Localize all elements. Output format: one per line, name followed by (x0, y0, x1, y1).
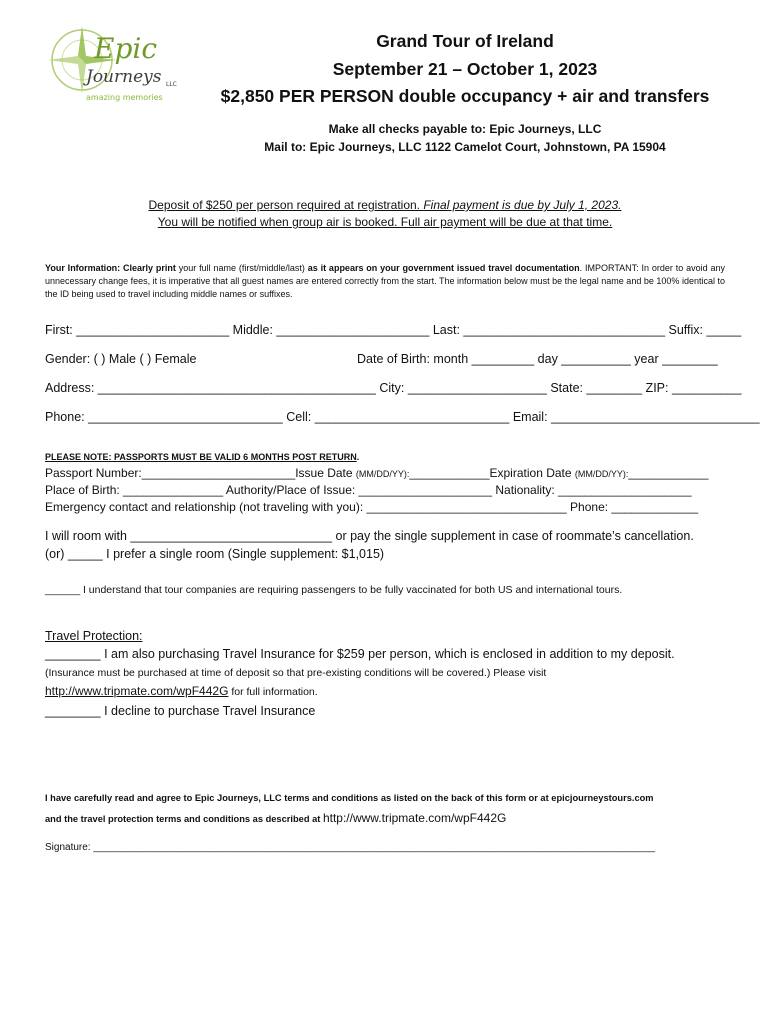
name-fields[interactable]: First: ______________________ Middle: ______________________ Last: _____________________________ Suffix: _____ (45, 323, 742, 337)
birth-authority-nationality[interactable]: Place of Birth: _______________ Authority/Place of Issue: ____________________ Nationality: ____________________ (45, 483, 692, 497)
compass-logo-icon (42, 24, 177, 106)
roommate-line[interactable]: I will room with _____________________________ or pay the single supplement in case of roommate’s cancellation. (45, 529, 694, 543)
signature-line[interactable]: Signature: _____________________________________________________________________________________________________ (45, 842, 656, 853)
agreement-line-2 (45, 809, 506, 827)
expiration-date-field[interactable]: ____________ (628, 466, 709, 480)
final-payment-text: Final payment is due by July 1, 2023. (423, 198, 622, 212)
emergency-contact[interactable]: Emergency contact and relationship (not traveling with you): ______________________________ Phone: _____________ (45, 500, 699, 514)
link-rest: for full information. (228, 686, 318, 698)
svg-text:Journeys: Journeys (86, 67, 162, 87)
passport-note (45, 452, 359, 462)
mail-address: Mail to: Epic Journeys, LLC 1122 Camelot Court, Johnstown, PA 15904 (264, 140, 666, 154)
svg-text:amazing memories: amazing memories (86, 93, 163, 102)
info-label: Your Information: Clearly print (45, 263, 176, 273)
deposit-line (0, 198, 770, 212)
tour-price: $2,850 PER PERSON double occupancy + air and transfers (220, 86, 710, 106)
tour-title: Grand Tour of Ireland (376, 31, 554, 51)
information-instructions (45, 262, 725, 301)
tripmate-link[interactable]: http://www.tripmate.com/wpF442G (45, 684, 229, 698)
passport-note-dot: . (356, 452, 360, 462)
agreement-url[interactable]: http://www.tripmate.com/wpF442G (322, 811, 507, 825)
single-room-line[interactable]: (or) _____ I prefer a single room (Single supplement: $1,015) (45, 547, 385, 561)
deposit-text: Deposit of $250 per person required at registration. (148, 198, 424, 212)
gender-field[interactable]: Gender: ( ) Male ( ) Female (45, 352, 197, 366)
buy-insurance-line[interactable]: ________ I am also purchasing Travel Insurance for $259 per person, which is enclosed in addition to my deposit. (45, 647, 675, 661)
dob-field[interactable]: Date of Birth: month _________ day __________ year ________ (357, 352, 718, 366)
agreement-line-1: I have carefully read and agree to Epic Journeys, LLC terms and conditions as listed on the back of this form or at epicjourneystours.com (45, 793, 654, 803)
passport-number-field[interactable]: _______________________ (141, 466, 296, 480)
info-mid: your full name (first/middle/last) (175, 263, 308, 273)
issue-date-field[interactable]: ____________ (409, 466, 490, 480)
passport-number-label: Passport Number: (45, 466, 142, 480)
passport-note-text: PLEASE NOTE: PASSPORTS MUST BE VALID 6 MONTHS POST RETURN (45, 452, 357, 462)
epic-journeys-logo (42, 24, 177, 106)
issue-date-label: Issue Date (295, 466, 356, 480)
info-rest: . IMPORTANT: In order to avoid any unnecessary change fees, it is imperative that all guest names are entered correctly from the start. The information below must be the legal name and be 100% identical to the ID being used to travel including middle names or suffixes. (45, 263, 725, 299)
travel-protection-heading: Travel Protection: (45, 629, 143, 643)
insurance-note: (Insurance must be purchased at time of deposit so that pre-existing conditions will be covered.) Please visit (45, 667, 547, 679)
phone-fields[interactable]: Phone: ____________________________ Cell: ____________________________ Email: ______________________________ (45, 410, 760, 424)
expiration-date-format: (MM/DD/YY): (574, 469, 629, 479)
vaccine-acknowledgement[interactable]: ______ I understand that tour companies are requiring passengers to be fully vaccinated for both US and international tours. (45, 584, 623, 596)
decline-insurance-line[interactable]: ________ I decline to purchase Travel Insurance (45, 704, 316, 718)
insurance-link-line (45, 684, 318, 698)
expiration-date-label: Expiration Date (489, 466, 575, 480)
svg-text:Epic: Epic (94, 32, 157, 65)
air-payment-line: You will be notified when group air is booked. Full air payment will be due at that time. (157, 215, 613, 229)
passport-row[interactable] (45, 466, 708, 480)
svg-text:LLC: LLC (166, 81, 177, 88)
tour-dates: September 21 – October 1, 2023 (332, 59, 598, 79)
issue-date-format: (MM/DD/YY): (355, 469, 410, 479)
info-bold: as it appears on your government issued travel documentation (307, 263, 580, 273)
checks-payable: Make all checks payable to: Epic Journeys, LLC (328, 122, 602, 136)
address-fields[interactable]: Address: ________________________________________ City: ____________________ State: ________ ZIP: __________ (45, 381, 742, 395)
agreement-text: and the travel protection terms and conditions as described at (45, 814, 323, 824)
